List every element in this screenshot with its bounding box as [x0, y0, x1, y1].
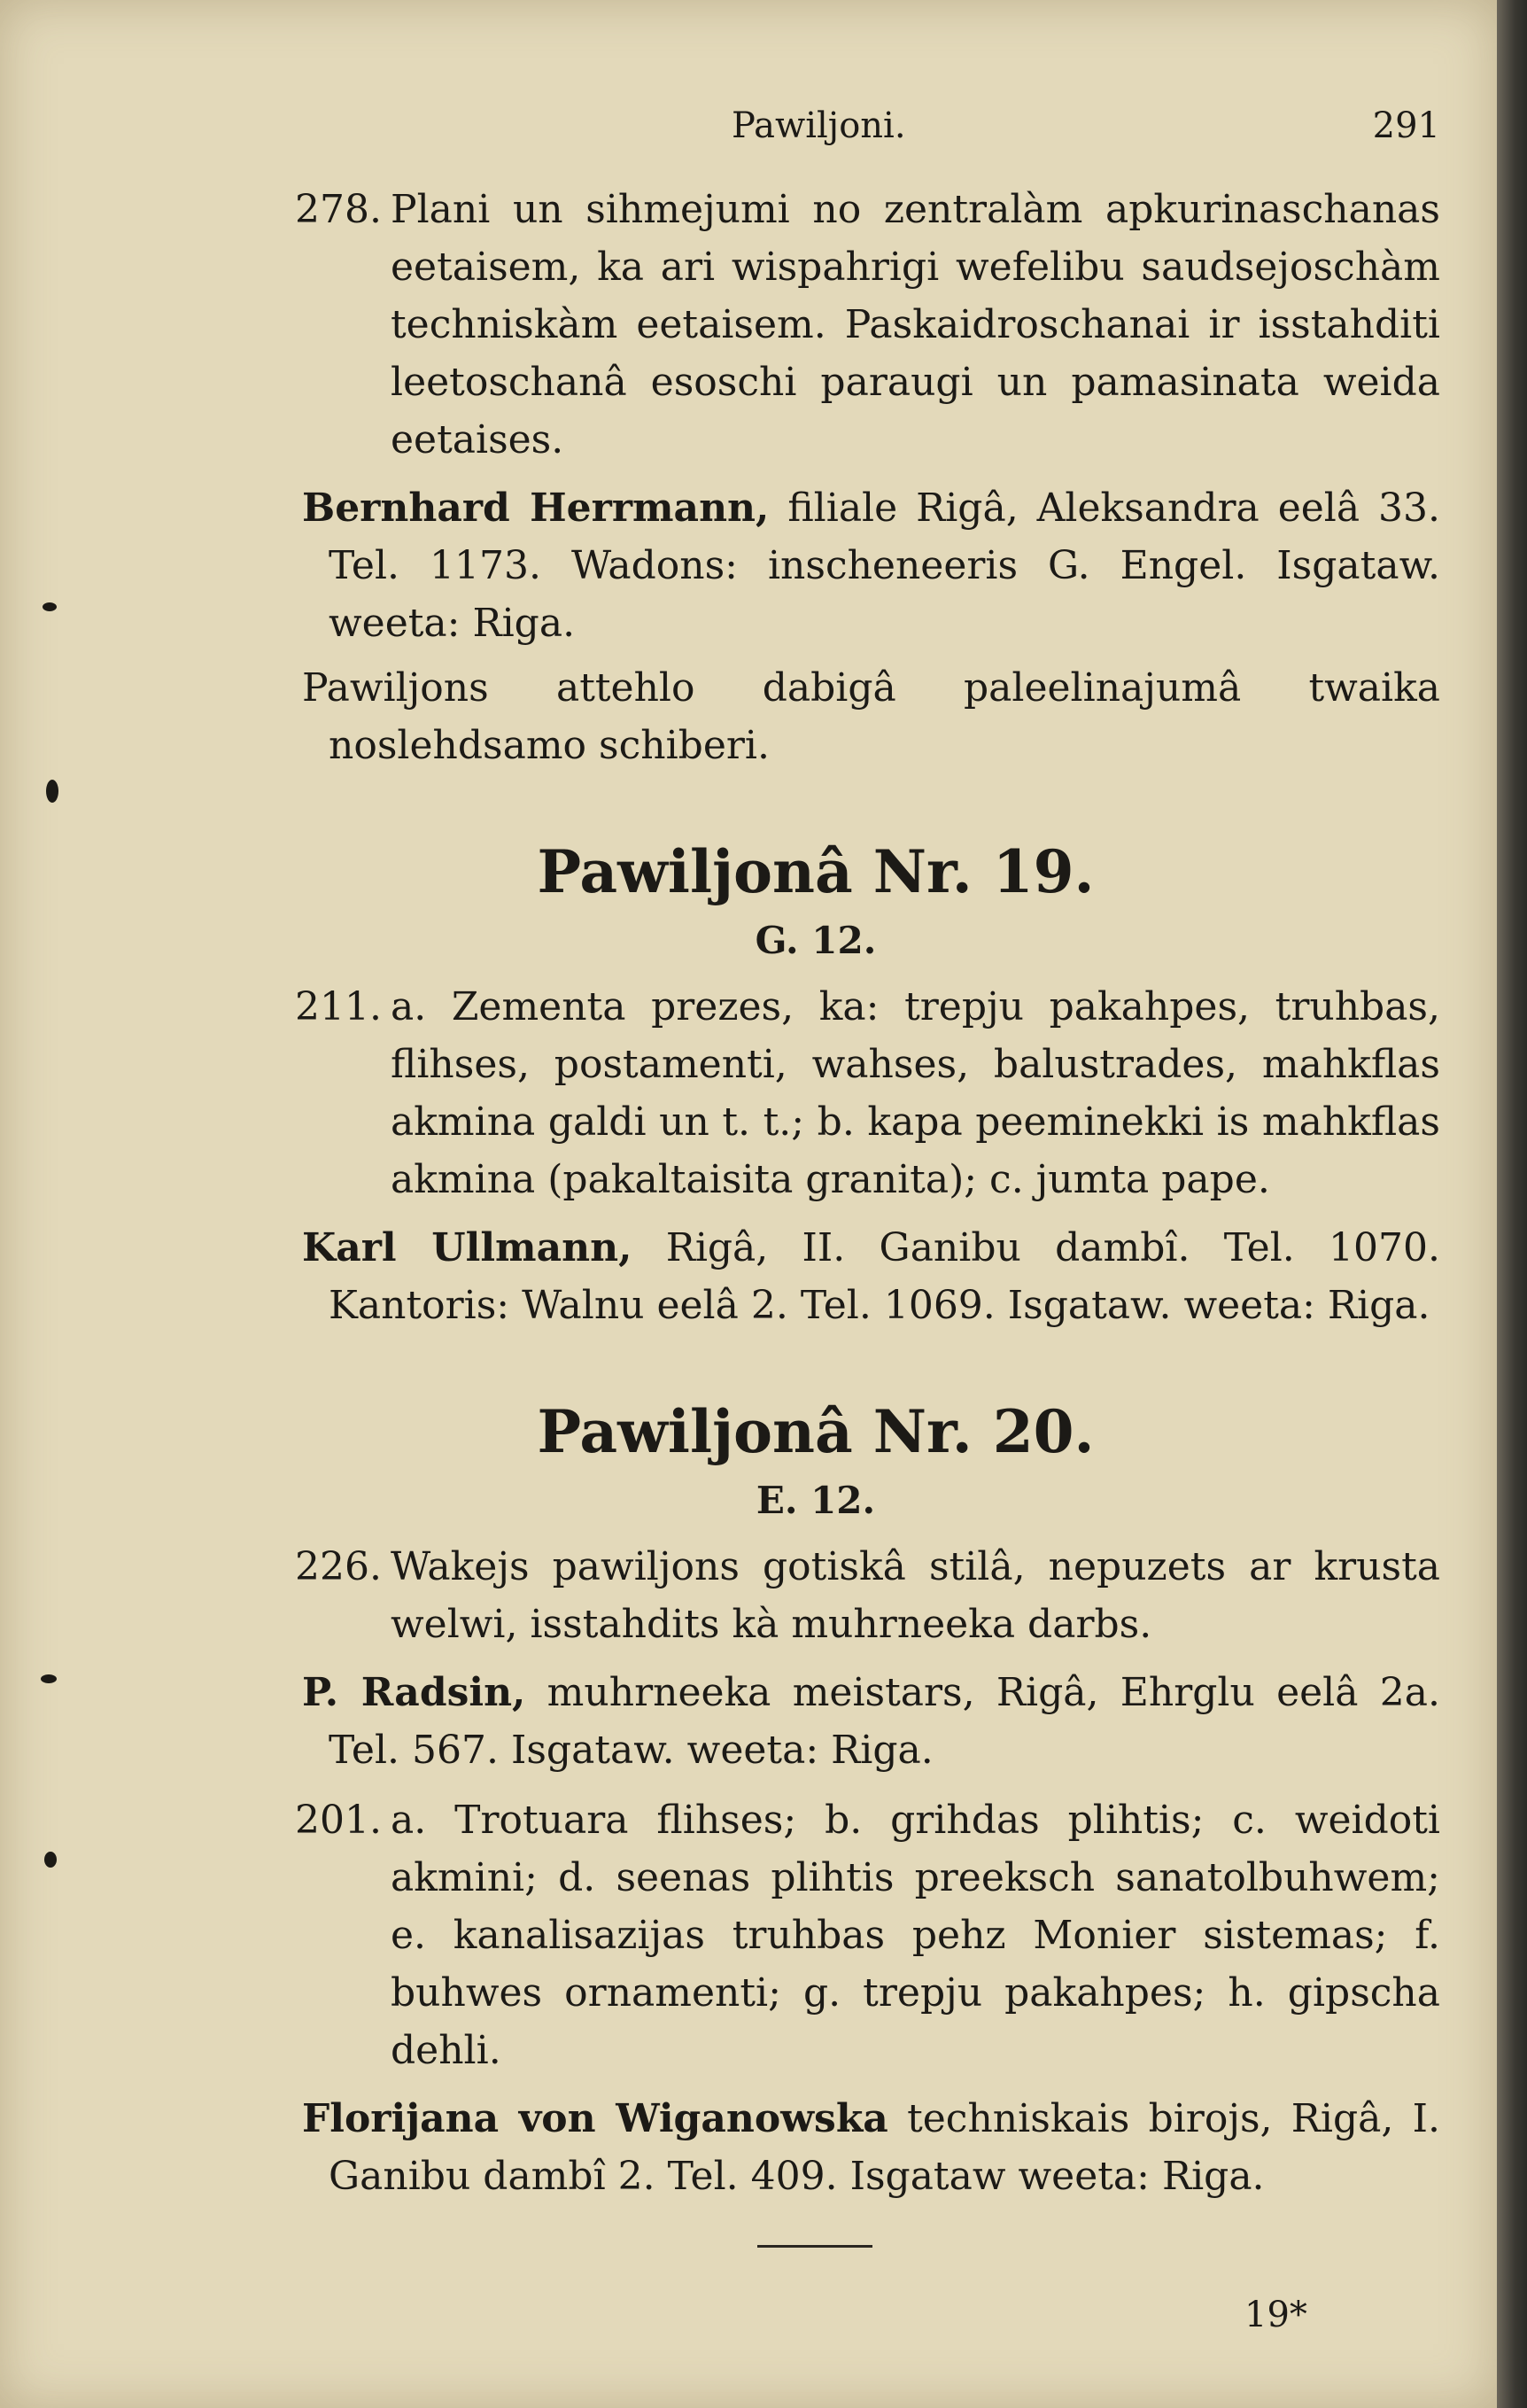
exhibitor-details: techniskais birojs, Rigâ, I. Ganibu dambî 2. Tel. 409. Isgataw weeta: Riga.	[329, 2096, 1440, 2199]
section-sub-20: E. 12.	[756, 1479, 876, 1522]
entry-description: a. Trotuara flihses; b. grihdas plihtis; c. weidoti akmini; d. seenas plihtis preeksch sanatolbuhwem; e. kanalisazijas truhbas pehz Monier sistemas; f. buhwes ornamenti; g. trepju pakahpes; h. gipscha dehli.	[391, 1798, 1440, 2073]
entry-number: 211.	[295, 984, 382, 1029]
ink-speck	[43, 602, 57, 611]
section-sub-19: G. 12.	[755, 919, 877, 962]
entry-201	[191, 1791, 1440, 2079]
exhibitor-name: P. Radsin,	[302, 1670, 526, 1715]
pavilion-note: Pawiljons attehlo dabigâ paleelinajumâ twaika noslehdsamo schiberi.	[302, 665, 1440, 768]
exhibitor-name: Karl Ullmann,	[302, 1225, 632, 1270]
entry-number: 226.	[295, 1544, 382, 1589]
exhibitor-211	[191, 1219, 1440, 1334]
ink-speck	[41, 1674, 57, 1683]
exhibitor-name: Florijana von Wiganowska	[302, 2096, 888, 2141]
entry-description: Wakejs pawiljons gotiskâ stilâ, nepuzets ar krusta welwi, isstahdits kà muhrneeka darbs.	[391, 1544, 1440, 1647]
entry-number: 201.	[295, 1798, 382, 1843]
page-number: 291	[1372, 105, 1440, 146]
entry-description: a. Zementa prezes, ka: trepju pakahpes, truhbas, flihses, postamenti, wahses, balustrades, mahkflas akmina galdi un t. t.; b. kapa peeminekki is mahkflas akmina (pakaltaisita granita); c. jumta pape.	[391, 984, 1440, 1202]
text-block	[191, 97, 1440, 2205]
exhibitor-details: filiale Rigâ, Aleksandra eelâ 33. Tel. 1173. Wadons: inscheneeris G. Engel. Isgataw. weeta: Riga.	[329, 485, 1440, 646]
running-head	[191, 97, 1440, 168]
signature-mark: 19*	[1244, 2295, 1307, 2335]
exhibitor-226	[191, 1664, 1440, 1779]
exhibitor-201	[191, 2090, 1440, 2205]
entry-number: 278.	[295, 187, 382, 232]
entry-226	[191, 1538, 1440, 1653]
ink-speck	[46, 780, 58, 803]
entry-211	[191, 978, 1440, 1208]
book-edge	[1497, 0, 1527, 2408]
section-title-20: Pawiljonâ Nr. 20.	[537, 1397, 1095, 1466]
section-title-19: Pawiljonâ Nr. 19.	[537, 837, 1095, 906]
entry-278	[191, 181, 1440, 469]
entry-description: Plani un sihmejumi no zentralàm apkurinaschanas eetaisem, ka ari wispahrigi wefelibu saudsejoschàm techniskàm eetaisem. Paskaidroschanai ir isstahditi leetoschanâ esoschi paraugi un pamasinata weida eetaises.	[391, 187, 1440, 462]
exhibitor-details: Rigâ, II. Ganibu dambî. Tel. 1070. Kantoris: Walnu eelâ 2. Tel. 1069. Isgataw. weeta: Riga.	[329, 1225, 1440, 1328]
exhibitor-name: Bernhard Herrmann,	[302, 485, 770, 531]
ink-speck	[44, 1852, 57, 1868]
exhibitor-278	[191, 479, 1440, 652]
exhibitor-details: muhrneeka meistars, Rigâ, Ehrglu eelâ 2a. Tel. 567. Isgataw. weeta: Riga.	[329, 1670, 1440, 1773]
running-head-title: Pawiljoni.	[732, 105, 906, 146]
closing-rule	[757, 2245, 872, 2248]
